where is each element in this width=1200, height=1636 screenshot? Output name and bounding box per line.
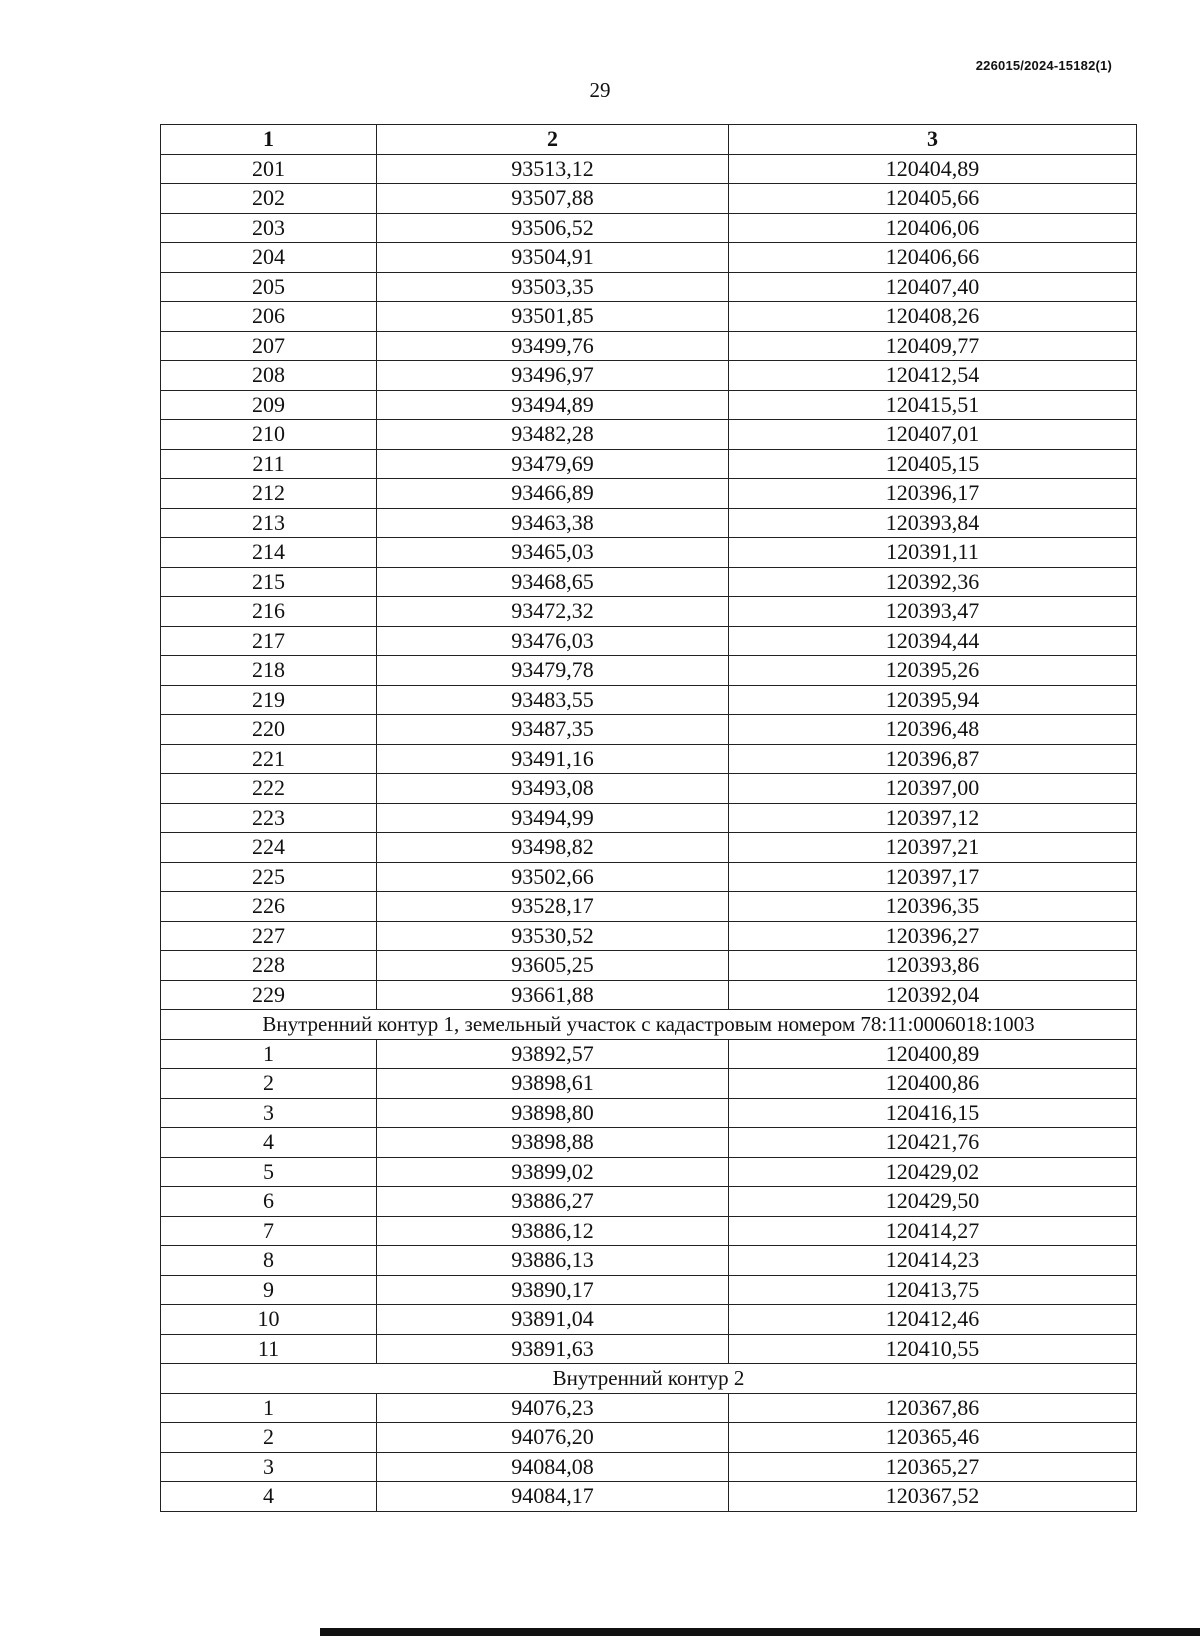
y-coordinate-cell: 120408,26 xyxy=(729,302,1137,332)
table-row xyxy=(161,331,1137,361)
y-coordinate-cell: 120414,23 xyxy=(729,1246,1137,1276)
table-row xyxy=(161,479,1137,509)
x-coordinate-cell: 93479,78 xyxy=(377,656,729,686)
y-coordinate-cell: 120405,15 xyxy=(729,449,1137,479)
point-number-cell: 204 xyxy=(161,243,377,273)
x-coordinate-cell: 93507,88 xyxy=(377,184,729,214)
page-number: 29 xyxy=(589,78,611,102)
table-row xyxy=(161,833,1137,863)
table-row xyxy=(161,921,1137,951)
y-coordinate-cell: 120367,86 xyxy=(729,1393,1137,1423)
x-coordinate-cell: 93496,97 xyxy=(377,361,729,391)
y-coordinate-cell: 120416,15 xyxy=(729,1098,1137,1128)
table-row xyxy=(161,272,1137,302)
table-row xyxy=(161,626,1137,656)
x-coordinate-cell: 93886,12 xyxy=(377,1216,729,1246)
x-coordinate-cell: 93506,52 xyxy=(377,213,729,243)
y-coordinate-cell: 120391,11 xyxy=(729,538,1137,568)
table-row xyxy=(161,243,1137,273)
y-coordinate-cell: 120406,66 xyxy=(729,243,1137,273)
point-number-cell: 202 xyxy=(161,184,377,214)
y-coordinate-cell: 120412,46 xyxy=(729,1305,1137,1335)
table-row xyxy=(161,951,1137,981)
table-row xyxy=(161,1216,1137,1246)
x-coordinate-cell: 93502,66 xyxy=(377,862,729,892)
table-row xyxy=(161,744,1137,774)
x-coordinate-cell: 93513,12 xyxy=(377,154,729,184)
point-number-cell: 207 xyxy=(161,331,377,361)
point-number-cell: 227 xyxy=(161,921,377,951)
x-coordinate-cell: 93504,91 xyxy=(377,243,729,273)
y-coordinate-cell: 120396,17 xyxy=(729,479,1137,509)
x-coordinate-cell: 93528,17 xyxy=(377,892,729,922)
point-number-cell: 11 xyxy=(161,1334,377,1364)
table-row xyxy=(161,302,1137,332)
y-coordinate-cell: 120397,00 xyxy=(729,774,1137,804)
table-row xyxy=(161,154,1137,184)
y-coordinate-cell: 120415,51 xyxy=(729,390,1137,420)
x-coordinate-cell: 93891,63 xyxy=(377,1334,729,1364)
point-number-cell: 221 xyxy=(161,744,377,774)
point-number-cell: 220 xyxy=(161,715,377,745)
column-header-2: 2 xyxy=(377,125,729,155)
y-coordinate-cell: 120365,46 xyxy=(729,1423,1137,1453)
point-number-cell: 201 xyxy=(161,154,377,184)
y-coordinate-cell: 120407,01 xyxy=(729,420,1137,450)
x-coordinate-cell: 93501,85 xyxy=(377,302,729,332)
x-coordinate-cell: 93483,55 xyxy=(377,685,729,715)
y-coordinate-cell: 120367,52 xyxy=(729,1482,1137,1512)
x-coordinate-cell: 93898,88 xyxy=(377,1128,729,1158)
table-row xyxy=(161,1334,1137,1364)
table-row xyxy=(161,1157,1137,1187)
point-number-cell: 205 xyxy=(161,272,377,302)
table-row xyxy=(161,1187,1137,1217)
x-coordinate-cell: 93898,80 xyxy=(377,1098,729,1128)
y-coordinate-cell: 120394,44 xyxy=(729,626,1137,656)
point-number-cell: 209 xyxy=(161,390,377,420)
point-number-cell: 219 xyxy=(161,685,377,715)
table-row xyxy=(161,685,1137,715)
x-coordinate-cell: 93886,13 xyxy=(377,1246,729,1276)
point-number-cell: 211 xyxy=(161,449,377,479)
table-row xyxy=(161,656,1137,686)
x-coordinate-cell: 93530,52 xyxy=(377,921,729,951)
point-number-cell: 210 xyxy=(161,420,377,450)
table-row xyxy=(161,508,1137,538)
table-row xyxy=(161,1482,1137,1512)
point-number-cell: 212 xyxy=(161,479,377,509)
column-header-3: 3 xyxy=(729,125,1137,155)
x-coordinate-cell: 93892,57 xyxy=(377,1039,729,1069)
table-row xyxy=(161,862,1137,892)
table-row xyxy=(161,449,1137,479)
table-body-main xyxy=(161,154,1137,1010)
x-coordinate-cell: 93494,89 xyxy=(377,390,729,420)
table-row xyxy=(161,1069,1137,1099)
y-coordinate-cell: 120396,35 xyxy=(729,892,1137,922)
table-row xyxy=(161,390,1137,420)
point-number-cell: 228 xyxy=(161,951,377,981)
x-coordinate-cell: 94084,17 xyxy=(377,1482,729,1512)
y-coordinate-cell: 120365,27 xyxy=(729,1452,1137,1482)
table-row xyxy=(161,1452,1137,1482)
y-coordinate-cell: 120406,06 xyxy=(729,213,1137,243)
y-coordinate-cell: 120412,54 xyxy=(729,361,1137,391)
point-number-cell: 216 xyxy=(161,597,377,627)
section-title-2: Внутренний контур 2 xyxy=(161,1364,1137,1394)
table-row xyxy=(161,184,1137,214)
point-number-cell: 10 xyxy=(161,1305,377,1335)
table-row xyxy=(161,1393,1137,1423)
x-coordinate-cell: 93899,02 xyxy=(377,1157,729,1187)
table-row xyxy=(161,538,1137,568)
y-coordinate-cell: 120404,89 xyxy=(729,154,1137,184)
y-coordinate-cell: 120400,89 xyxy=(729,1039,1137,1069)
point-number-cell: 1 xyxy=(161,1039,377,1069)
y-coordinate-cell: 120397,12 xyxy=(729,803,1137,833)
x-coordinate-cell: 93605,25 xyxy=(377,951,729,981)
y-coordinate-cell: 120405,66 xyxy=(729,184,1137,214)
coordinates-table xyxy=(160,124,1137,1512)
section-1-header xyxy=(161,1010,1137,1040)
x-coordinate-cell: 93466,89 xyxy=(377,479,729,509)
table-row xyxy=(161,892,1137,922)
y-coordinate-cell: 120400,86 xyxy=(729,1069,1137,1099)
point-number-cell: 226 xyxy=(161,892,377,922)
table-row xyxy=(161,567,1137,597)
x-coordinate-cell: 93472,32 xyxy=(377,597,729,627)
y-coordinate-cell: 120396,48 xyxy=(729,715,1137,745)
y-coordinate-cell: 120397,21 xyxy=(729,833,1137,863)
x-coordinate-cell: 93465,03 xyxy=(377,538,729,568)
y-coordinate-cell: 120393,84 xyxy=(729,508,1137,538)
table-row xyxy=(161,1423,1137,1453)
x-coordinate-cell: 93498,82 xyxy=(377,833,729,863)
x-coordinate-cell: 94076,20 xyxy=(377,1423,729,1453)
table-body-section-1 xyxy=(161,1039,1137,1364)
x-coordinate-cell: 93463,38 xyxy=(377,508,729,538)
table-row xyxy=(161,361,1137,391)
table-row xyxy=(161,774,1137,804)
y-coordinate-cell: 120429,50 xyxy=(729,1187,1137,1217)
point-number-cell: 3 xyxy=(161,1452,377,1482)
y-coordinate-cell: 120396,87 xyxy=(729,744,1137,774)
point-number-cell: 4 xyxy=(161,1128,377,1158)
x-coordinate-cell: 93479,69 xyxy=(377,449,729,479)
point-number-cell: 206 xyxy=(161,302,377,332)
point-number-cell: 3 xyxy=(161,1098,377,1128)
y-coordinate-cell: 120396,27 xyxy=(729,921,1137,951)
table-row xyxy=(161,980,1137,1010)
y-coordinate-cell: 120413,75 xyxy=(729,1275,1137,1305)
point-number-cell: 203 xyxy=(161,213,377,243)
point-number-cell: 217 xyxy=(161,626,377,656)
point-number-cell: 224 xyxy=(161,833,377,863)
y-coordinate-cell: 120397,17 xyxy=(729,862,1137,892)
section-2-header xyxy=(161,1364,1137,1394)
y-coordinate-cell: 120407,40 xyxy=(729,272,1137,302)
point-number-cell: 229 xyxy=(161,980,377,1010)
y-coordinate-cell: 120392,04 xyxy=(729,980,1137,1010)
y-coordinate-cell: 120395,94 xyxy=(729,685,1137,715)
table-body-section-2 xyxy=(161,1393,1137,1511)
point-number-cell: 4 xyxy=(161,1482,377,1512)
table-row xyxy=(161,597,1137,627)
section-row xyxy=(161,1010,1137,1040)
point-number-cell: 2 xyxy=(161,1423,377,1453)
table-row xyxy=(161,1098,1137,1128)
table-row xyxy=(161,1275,1137,1305)
y-coordinate-cell: 120414,27 xyxy=(729,1216,1137,1246)
y-coordinate-cell: 120410,55 xyxy=(729,1334,1137,1364)
document-id: 226015/2024-15182(1) xyxy=(975,58,1112,73)
y-coordinate-cell: 120409,77 xyxy=(729,331,1137,361)
section-row xyxy=(161,1364,1137,1394)
point-number-cell: 208 xyxy=(161,361,377,391)
table-row xyxy=(161,1039,1137,1069)
x-coordinate-cell: 94076,23 xyxy=(377,1393,729,1423)
x-coordinate-cell: 93499,76 xyxy=(377,331,729,361)
x-coordinate-cell: 93898,61 xyxy=(377,1069,729,1099)
table-row xyxy=(161,1246,1137,1276)
point-number-cell: 8 xyxy=(161,1246,377,1276)
point-number-cell: 225 xyxy=(161,862,377,892)
point-number-cell: 218 xyxy=(161,656,377,686)
y-coordinate-cell: 120395,26 xyxy=(729,656,1137,686)
table-row xyxy=(161,715,1137,745)
x-coordinate-cell: 93468,65 xyxy=(377,567,729,597)
x-coordinate-cell: 93493,08 xyxy=(377,774,729,804)
table-row xyxy=(161,1305,1137,1335)
y-coordinate-cell: 120421,76 xyxy=(729,1128,1137,1158)
point-number-cell: 6 xyxy=(161,1187,377,1217)
point-number-cell: 2 xyxy=(161,1069,377,1099)
x-coordinate-cell: 93487,35 xyxy=(377,715,729,745)
point-number-cell: 223 xyxy=(161,803,377,833)
y-coordinate-cell: 120429,02 xyxy=(729,1157,1137,1187)
point-number-cell: 213 xyxy=(161,508,377,538)
x-coordinate-cell: 93886,27 xyxy=(377,1187,729,1217)
x-coordinate-cell: 93503,35 xyxy=(377,272,729,302)
y-coordinate-cell: 120393,86 xyxy=(729,951,1137,981)
x-coordinate-cell: 93491,16 xyxy=(377,744,729,774)
x-coordinate-cell: 93476,03 xyxy=(377,626,729,656)
bottom-scan-edge xyxy=(320,1628,1200,1636)
header-row xyxy=(161,125,1137,155)
x-coordinate-cell: 93661,88 xyxy=(377,980,729,1010)
y-coordinate-cell: 120393,47 xyxy=(729,597,1137,627)
y-coordinate-cell: 120392,36 xyxy=(729,567,1137,597)
x-coordinate-cell: 94084,08 xyxy=(377,1452,729,1482)
table-row xyxy=(161,1128,1137,1158)
point-number-cell: 1 xyxy=(161,1393,377,1423)
table-row xyxy=(161,803,1137,833)
point-number-cell: 214 xyxy=(161,538,377,568)
point-number-cell: 9 xyxy=(161,1275,377,1305)
point-number-cell: 222 xyxy=(161,774,377,804)
x-coordinate-cell: 93890,17 xyxy=(377,1275,729,1305)
point-number-cell: 7 xyxy=(161,1216,377,1246)
point-number-cell: 5 xyxy=(161,1157,377,1187)
point-number-cell: 215 xyxy=(161,567,377,597)
table-row xyxy=(161,420,1137,450)
column-header-1: 1 xyxy=(161,125,377,155)
x-coordinate-cell: 93482,28 xyxy=(377,420,729,450)
table-row xyxy=(161,213,1137,243)
section-title-1: Внутренний контур 1, земельный участок с кадастровым номером 78:11:0006018:1003 xyxy=(161,1010,1137,1040)
x-coordinate-cell: 93494,99 xyxy=(377,803,729,833)
x-coordinate-cell: 93891,04 xyxy=(377,1305,729,1335)
